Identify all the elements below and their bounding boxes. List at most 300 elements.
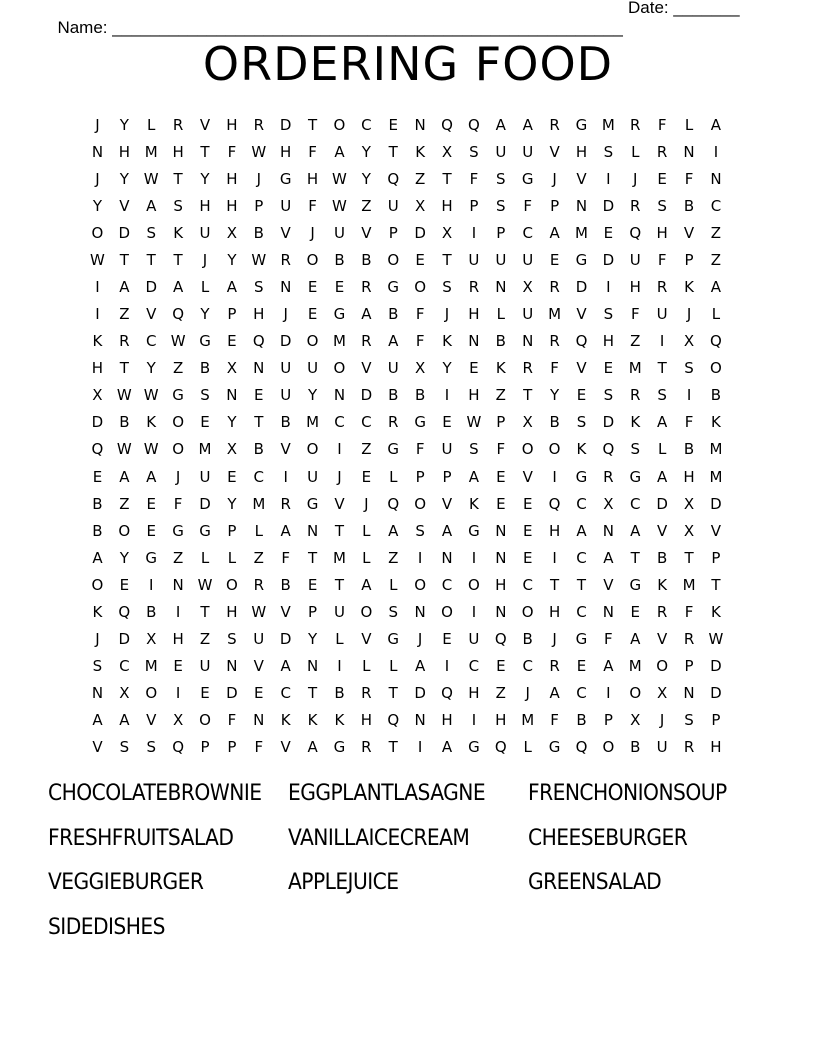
grid-letter: F bbox=[227, 711, 237, 730]
grid-letter: K bbox=[468, 494, 479, 513]
grid-letter: A bbox=[280, 657, 291, 676]
grid-letter: B bbox=[576, 711, 587, 730]
grid-letter: J bbox=[444, 305, 450, 324]
grid-letter: F bbox=[523, 196, 533, 215]
grid-letter: A bbox=[415, 657, 426, 676]
grid-letter: N bbox=[683, 142, 695, 161]
grid-letter: S bbox=[684, 359, 694, 378]
grid-letter: A bbox=[172, 278, 184, 296]
grid-letter: S bbox=[415, 521, 425, 540]
grid-letter: D bbox=[199, 494, 211, 513]
grid-letter: H bbox=[280, 142, 292, 161]
grid-letter: X bbox=[683, 494, 695, 513]
grid-letter: Q bbox=[468, 115, 480, 134]
grid-letter: L bbox=[147, 115, 156, 134]
grid-letter: B bbox=[334, 684, 345, 703]
grid-letter: U bbox=[629, 250, 641, 269]
grid-letter: T bbox=[254, 413, 264, 432]
grid-letter: B bbox=[146, 602, 157, 621]
grid-letter: K bbox=[630, 413, 641, 432]
grid-letter: L bbox=[362, 548, 371, 567]
grid-letter: L bbox=[711, 305, 721, 324]
grid-letter: S bbox=[657, 196, 667, 215]
grid-letter: Q bbox=[575, 332, 588, 351]
grid-letter: N bbox=[306, 657, 319, 676]
grid-letter: U bbox=[199, 657, 211, 676]
grid-letter: X bbox=[119, 684, 130, 703]
grid-letter: W bbox=[143, 386, 159, 405]
grid-letter: E bbox=[442, 630, 452, 649]
grid-letter: M bbox=[144, 142, 158, 161]
grid-letter: T bbox=[442, 169, 452, 188]
grid-letter: Q bbox=[494, 630, 507, 649]
grid-letter: M bbox=[709, 467, 723, 486]
grid-letter: M bbox=[252, 494, 266, 513]
grid-letter: B bbox=[495, 332, 506, 351]
grid-letter: U bbox=[522, 250, 534, 269]
grid-letter: S bbox=[496, 196, 506, 215]
grid-letter: N bbox=[495, 602, 507, 621]
grid-letter: E bbox=[603, 359, 614, 378]
grid-letter: G bbox=[468, 521, 480, 540]
grid-letter: R bbox=[630, 196, 641, 215]
grid-letter: F bbox=[415, 332, 425, 351]
grid-letter: Q bbox=[441, 684, 453, 703]
grid-letter: A bbox=[119, 278, 130, 296]
grid-letter: M bbox=[682, 575, 696, 594]
grid-letter: O bbox=[360, 602, 373, 621]
grid-letter: N bbox=[306, 521, 319, 540]
grid-letter: T bbox=[684, 548, 694, 567]
grid-letter: P bbox=[684, 250, 694, 269]
grid-letter: G bbox=[172, 521, 184, 540]
grid-letter: K bbox=[415, 142, 426, 161]
grid-letter: F bbox=[281, 548, 290, 567]
grid-letter: L bbox=[523, 738, 532, 757]
grid-letter: A bbox=[92, 548, 103, 567]
grid-letter: M bbox=[628, 359, 642, 378]
grid-letter: K bbox=[307, 711, 318, 730]
name-blank: ______________________________________________________ bbox=[112, 18, 623, 37]
grid-letter: H bbox=[548, 521, 561, 540]
grid-letter: I bbox=[471, 602, 477, 621]
date-blank: _______ bbox=[673, 0, 740, 17]
grid-letter: T bbox=[119, 250, 129, 269]
grid-letter: T bbox=[200, 602, 210, 621]
grid-letter: X bbox=[522, 413, 533, 432]
grid-letter: P bbox=[442, 467, 452, 486]
grid-letter: H bbox=[629, 278, 641, 296]
grid-letter: E bbox=[146, 494, 156, 513]
grid-letter: B bbox=[334, 250, 345, 269]
grid-letter: J bbox=[364, 494, 369, 513]
grid-letter: I bbox=[95, 278, 100, 296]
grid-letter: H bbox=[441, 711, 453, 730]
grid-letter: O bbox=[602, 738, 615, 757]
grid-letter: O bbox=[629, 684, 642, 703]
grid-letter: J bbox=[633, 169, 638, 188]
grid-letter: S bbox=[119, 738, 130, 757]
grid-letter: B bbox=[710, 386, 722, 405]
grid-letter: U bbox=[387, 196, 399, 215]
grid-letter: O bbox=[199, 711, 211, 730]
grid-letter: F bbox=[469, 169, 479, 188]
grid-letter: O bbox=[225, 575, 238, 594]
grid-letter: R bbox=[630, 386, 641, 405]
grid-letter: H bbox=[118, 142, 130, 161]
grid-letter: J bbox=[686, 305, 692, 324]
grid-letter: N bbox=[172, 575, 184, 594]
grid-letter: T bbox=[307, 115, 318, 134]
grid-letter: W bbox=[90, 250, 105, 269]
grid-letter: G bbox=[172, 386, 184, 405]
grid-letter: P bbox=[254, 196, 264, 215]
grid-letter: M bbox=[198, 440, 212, 459]
grid-letter: V bbox=[657, 630, 668, 649]
grid-letter: Q bbox=[441, 115, 453, 134]
grid-letter: G bbox=[145, 548, 158, 567]
grid-letter: N bbox=[575, 196, 588, 215]
grid-letter: B bbox=[657, 548, 668, 567]
grid-letter: L bbox=[362, 521, 371, 540]
grid-letter: N bbox=[414, 115, 426, 134]
grid-letter: Q bbox=[252, 332, 265, 351]
grid-letter: Y bbox=[119, 115, 129, 134]
grid-letter: A bbox=[549, 223, 560, 242]
grid-letter: Z bbox=[710, 223, 722, 242]
grid-letter: U bbox=[307, 359, 319, 378]
grid-letter: C bbox=[334, 413, 345, 432]
grid-letter: E bbox=[630, 602, 640, 621]
grid-letter: I bbox=[444, 657, 450, 676]
grid-letter: J bbox=[256, 169, 261, 188]
grid-letter: Q bbox=[548, 494, 561, 513]
grid-letter: C bbox=[710, 196, 722, 215]
grid-letter: O bbox=[414, 575, 427, 594]
grid-letter: E bbox=[227, 332, 237, 351]
grid-letter: J bbox=[175, 467, 181, 486]
grid-letter: V bbox=[657, 521, 668, 540]
grid-letter: G bbox=[199, 332, 211, 351]
grid-letter: X bbox=[441, 142, 453, 161]
grid-letter: A bbox=[710, 115, 722, 134]
grid-letter: L bbox=[227, 548, 237, 567]
grid-letter: J bbox=[552, 169, 557, 188]
grid-letter: E bbox=[173, 657, 183, 676]
grid-letter: I bbox=[444, 386, 450, 405]
grid-letter: W bbox=[116, 440, 132, 459]
grid-letter: U bbox=[253, 630, 265, 649]
grid-letter: D bbox=[91, 413, 104, 432]
grid-letter: A bbox=[226, 278, 238, 296]
grid-letter: G bbox=[387, 278, 400, 296]
grid-letter: O bbox=[414, 278, 427, 296]
grid-letter: G bbox=[387, 440, 400, 459]
grid-letter: K bbox=[657, 575, 668, 594]
grid-letter: C bbox=[522, 223, 533, 242]
header-line bbox=[48, 0, 748, 37]
grid-letter: B bbox=[683, 440, 695, 459]
grid-letter: K bbox=[92, 332, 103, 351]
grid-letter: I bbox=[337, 440, 342, 459]
grid-letter: R bbox=[119, 332, 130, 351]
grid-letter: C bbox=[468, 657, 480, 676]
grid-letter: B bbox=[549, 413, 560, 432]
grid-letter: S bbox=[630, 440, 641, 459]
grid-letter: U bbox=[441, 440, 453, 459]
grid-letter: X bbox=[522, 278, 533, 296]
grid-letter: O bbox=[548, 440, 561, 459]
grid-letter: R bbox=[683, 630, 695, 649]
grid-letter: V bbox=[576, 169, 587, 188]
grid-letter: Y bbox=[307, 386, 318, 405]
grid-letter: M bbox=[332, 548, 346, 567]
grid-letter: R bbox=[280, 494, 291, 513]
grid-letter: A bbox=[119, 467, 130, 486]
grid-letter: U bbox=[307, 467, 319, 486]
grid-letter: V bbox=[119, 196, 130, 215]
grid-letter: B bbox=[280, 413, 291, 432]
grid-letter: B bbox=[630, 738, 641, 757]
grid-letter: O bbox=[172, 440, 185, 459]
grid-letter: E bbox=[496, 467, 506, 486]
grid-letter: K bbox=[280, 711, 291, 730]
grid-letter: W bbox=[466, 413, 482, 432]
grid-letter: A bbox=[307, 738, 318, 757]
grid-letter: A bbox=[630, 521, 641, 540]
grid-letter: L bbox=[362, 657, 371, 676]
grid-letter: R bbox=[630, 115, 641, 134]
grid-letter: B bbox=[522, 630, 533, 649]
grid-letter: K bbox=[92, 602, 103, 621]
grid-letter: J bbox=[202, 250, 208, 269]
grid-letter: S bbox=[173, 196, 183, 215]
grid-letter: C bbox=[576, 494, 587, 513]
grid-letter: E bbox=[603, 223, 614, 242]
grid-letter: X bbox=[146, 630, 157, 649]
grid-letter: A bbox=[334, 142, 345, 161]
grid-letter: V bbox=[603, 575, 614, 594]
grid-letter: R bbox=[549, 278, 560, 296]
grid-letter: H bbox=[226, 196, 238, 215]
grid-letter: S bbox=[388, 602, 398, 621]
grid-letter: V bbox=[361, 359, 372, 378]
grid-letter: E bbox=[307, 278, 318, 296]
grid-letter: Z bbox=[495, 386, 506, 405]
grid-letter: S bbox=[200, 386, 210, 405]
grid-letter: I bbox=[552, 467, 557, 486]
grid-letter: I bbox=[175, 602, 181, 621]
grid-letter: A bbox=[361, 305, 372, 324]
grid-letter: Q bbox=[118, 602, 131, 621]
grid-letter: A bbox=[388, 332, 399, 351]
grid-letter: Z bbox=[119, 305, 130, 324]
grid-letter: E bbox=[496, 494, 506, 513]
grid-letter: V bbox=[92, 738, 103, 757]
grid-letter: C bbox=[576, 684, 587, 703]
grid-letter: C bbox=[253, 467, 265, 486]
grid-letter: U bbox=[387, 359, 399, 378]
grid-letter: S bbox=[469, 440, 479, 459]
grid-letter: Z bbox=[361, 196, 372, 215]
grid-letter: W bbox=[708, 630, 724, 649]
grid-letter: F bbox=[550, 359, 559, 378]
grid-letter: Q bbox=[387, 711, 400, 730]
grid-letter: N bbox=[280, 278, 292, 296]
grid-letter: Y bbox=[119, 169, 129, 188]
grid-letter: I bbox=[417, 548, 423, 567]
grid-letter: T bbox=[630, 548, 640, 567]
grid-letter: K bbox=[442, 332, 452, 351]
grid-letter: C bbox=[576, 548, 587, 567]
grid-letter: A bbox=[710, 278, 722, 296]
grid-letter: L bbox=[389, 467, 398, 486]
grid-letter: X bbox=[414, 196, 426, 215]
word-list bbox=[48, 776, 788, 954]
date-label: Date: bbox=[628, 0, 674, 17]
grid-letter: Z bbox=[388, 548, 399, 567]
grid-letter: R bbox=[253, 575, 264, 594]
grid-letter: M bbox=[144, 657, 158, 676]
grid-letter: F bbox=[173, 494, 183, 513]
date-field bbox=[628, 0, 740, 18]
grid-letter: D bbox=[710, 494, 722, 513]
grid-letter: H bbox=[306, 169, 319, 188]
grid-letter: X bbox=[226, 223, 238, 242]
grid-letter: X bbox=[683, 521, 695, 540]
grid-letter: O bbox=[387, 250, 400, 269]
grid-letter: W bbox=[332, 196, 347, 215]
grid-letter: A bbox=[468, 467, 480, 486]
grid-letter: Q bbox=[387, 494, 400, 513]
grid-letter: D bbox=[602, 413, 615, 432]
word-list-item: CHOCOLATEBROWNIE bbox=[48, 781, 262, 806]
grid-letter: H bbox=[226, 115, 238, 134]
grid-letter: K bbox=[146, 413, 157, 432]
grid-letter: G bbox=[387, 630, 400, 649]
grid-letter: W bbox=[116, 386, 132, 405]
grid-letter: V bbox=[280, 602, 291, 621]
grid-letter: R bbox=[656, 142, 668, 161]
grid-letter: P bbox=[388, 223, 398, 242]
grid-letter: G bbox=[414, 413, 426, 432]
grid-letter: O bbox=[91, 223, 104, 242]
grid-letter: O bbox=[656, 657, 669, 676]
word-list-item: FRESHFRUITSALAD bbox=[48, 825, 234, 851]
grid-letter: A bbox=[630, 630, 641, 649]
grid-letter: F bbox=[415, 440, 425, 459]
grid-letter: Z bbox=[495, 684, 506, 703]
grid-letter: F bbox=[684, 413, 694, 432]
grid-letter: W bbox=[251, 250, 267, 269]
grid-letter: V bbox=[361, 223, 372, 242]
grid-letter: I bbox=[175, 684, 181, 703]
grid-letter: J bbox=[283, 305, 288, 324]
grid-letter: G bbox=[629, 575, 642, 594]
grid-letter: G bbox=[199, 521, 211, 540]
grid-letter: A bbox=[495, 115, 506, 134]
grid-letter: I bbox=[417, 738, 423, 757]
grid-letter: H bbox=[360, 711, 372, 730]
grid-letter: H bbox=[575, 142, 588, 161]
grid-letter: L bbox=[254, 521, 263, 540]
grid-letter: V bbox=[576, 359, 587, 378]
grid-letter: C bbox=[441, 575, 453, 594]
grid-letter: U bbox=[495, 142, 507, 161]
grid-letter: J bbox=[310, 223, 315, 242]
grid-letter: N bbox=[683, 684, 695, 703]
grid-letter: A bbox=[603, 657, 614, 676]
grid-letter: J bbox=[95, 169, 100, 188]
grid-letter: E bbox=[469, 359, 479, 378]
grid-letter: G bbox=[333, 738, 346, 757]
grid-letter: L bbox=[631, 142, 640, 161]
grid-letter: K bbox=[173, 223, 184, 242]
grid-letter: B bbox=[280, 575, 291, 594]
grid-letter: M bbox=[521, 711, 535, 730]
grid-letter: T bbox=[334, 521, 345, 540]
grid-letter: Q bbox=[91, 440, 104, 459]
word-list-item: APPLEJUICE bbox=[288, 870, 399, 895]
grid-letter: T bbox=[334, 575, 345, 594]
grid-letter: Y bbox=[200, 305, 210, 324]
grid-letter: P bbox=[227, 738, 237, 757]
grid-letter: B bbox=[92, 521, 103, 540]
grid-letter: Y bbox=[200, 169, 210, 188]
grid-letter: T bbox=[119, 359, 129, 378]
grid-letter: I bbox=[686, 386, 692, 405]
grid-letter: A bbox=[549, 684, 560, 703]
grid-letter: F bbox=[308, 196, 317, 215]
grid-letter: S bbox=[146, 738, 156, 757]
grid-letter: Z bbox=[630, 332, 641, 351]
grid-letter: H bbox=[710, 738, 722, 757]
grid-letter: Y bbox=[361, 169, 371, 188]
grid-letter: U bbox=[656, 738, 668, 757]
grid-letter: E bbox=[522, 548, 533, 567]
grid-letter: Y bbox=[227, 413, 237, 432]
grid-letter: R bbox=[603, 467, 614, 486]
grid-letter: C bbox=[280, 684, 291, 703]
grid-letter: D bbox=[118, 223, 131, 242]
grid-letter: A bbox=[657, 467, 668, 486]
grid-letter: R bbox=[656, 278, 668, 296]
grid-letter: P bbox=[469, 196, 479, 215]
word-list-item: VANILLAICECREAM bbox=[288, 825, 470, 851]
grid-letter: N bbox=[602, 602, 614, 621]
grid-letter: E bbox=[146, 521, 156, 540]
grid-letter: L bbox=[335, 630, 344, 649]
grid-letter: T bbox=[442, 250, 452, 269]
grid-letter: E bbox=[415, 250, 425, 269]
grid-letter: T bbox=[173, 169, 183, 188]
grid-letter: Y bbox=[550, 386, 560, 405]
grid-letter: A bbox=[92, 711, 103, 730]
grid-letter: M bbox=[628, 657, 642, 676]
grid-letter: B bbox=[683, 196, 695, 215]
grid-letter: E bbox=[576, 386, 587, 405]
grid-letter: D bbox=[279, 115, 292, 134]
word-list-item: CHEESEBURGER bbox=[528, 825, 688, 851]
grid-letter: D bbox=[145, 278, 157, 296]
grid-letter: T bbox=[711, 575, 721, 594]
grid-letter: S bbox=[603, 386, 614, 405]
grid-letter: Q bbox=[602, 440, 615, 459]
grid-letter: J bbox=[95, 630, 100, 649]
grid-letter: I bbox=[95, 305, 100, 324]
grid-letter: I bbox=[552, 548, 557, 567]
grid-letter: E bbox=[227, 467, 237, 486]
